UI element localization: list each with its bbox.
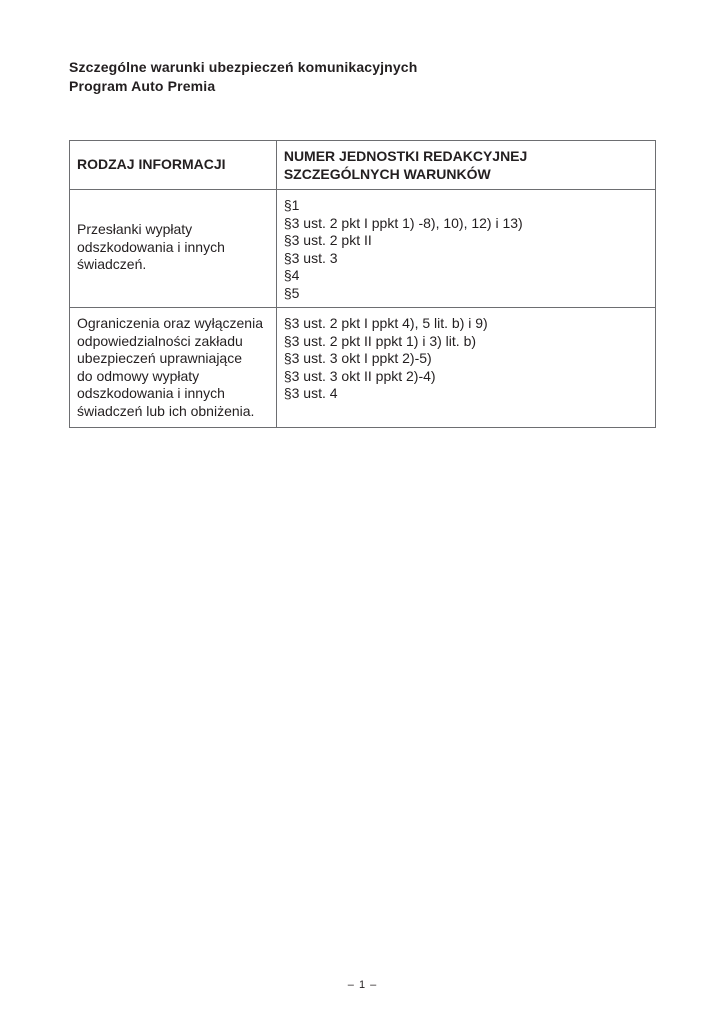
column-header-label: NUMER JEDNOSTKI REDAKCYJNEJ: [283, 148, 528, 164]
table-row: [70, 190, 656, 308]
reference-item: §3 ust. 2 pkt I ppkt 4), 5 lit. b) i 9): [283, 315, 488, 331]
reference-cell: [276, 190, 655, 308]
reference-cell: [276, 308, 655, 428]
document-header: [69, 58, 417, 96]
reference-item: §3 ust. 2 pkt I ppkt 1) -8), 10), 12) i 13): [283, 214, 523, 231]
reference-item: §3 ust. 4: [283, 385, 338, 401]
column-header-unit-number: [276, 141, 655, 190]
reference-item: §3 ust. 3 okt I ppkt 2)-5): [283, 350, 432, 366]
reference-item: §3 ust. 2 pkt II: [283, 232, 372, 248]
program-name: Program Auto Premia: [69, 78, 216, 94]
info-type-text: świadczeń.: [77, 256, 147, 273]
reference-item: §3 ust. 3 okt II ppkt 2)-4): [283, 367, 436, 384]
table-header-row: [70, 141, 656, 190]
info-type-text: ubezpieczeń uprawniające: [77, 350, 242, 366]
information-table: [69, 140, 656, 428]
document-title: Szczególne warunki ubezpieczeń komunikacyjnych: [69, 59, 418, 75]
info-type-text: Przesłanki wypłaty: [77, 221, 193, 238]
reference-item: §3 ust. 2 pkt II ppkt 1) i 3) lit. b): [283, 332, 477, 349]
info-type-text: świadczeń lub ich obniżenia.: [77, 402, 255, 419]
info-type-text: odszkodowania i innych: [77, 238, 225, 255]
column-header-label: RODZAJ INFORMACJI: [77, 156, 226, 173]
info-type-text: do odmowy wypłaty: [77, 367, 200, 384]
info-type-text: odszkodowania i innych: [77, 385, 225, 401]
reference-item: §1: [283, 197, 300, 213]
info-type-cell: [70, 190, 277, 308]
table-row: [70, 308, 656, 428]
info-type-cell: [70, 308, 277, 428]
reference-item: §4: [283, 267, 300, 283]
column-header-label: SZCZEGÓLNYCH WARUNKÓW: [283, 165, 491, 182]
info-type-text: Ograniczenia oraz wyłączenia: [77, 315, 263, 331]
page-number: – 1 –: [347, 979, 378, 991]
reference-item: §5: [283, 284, 300, 301]
reference-item: §3 ust. 3: [283, 249, 338, 266]
info-type-text: odpowiedzialności zakładu: [77, 332, 243, 349]
column-header-info-type: [70, 141, 277, 190]
